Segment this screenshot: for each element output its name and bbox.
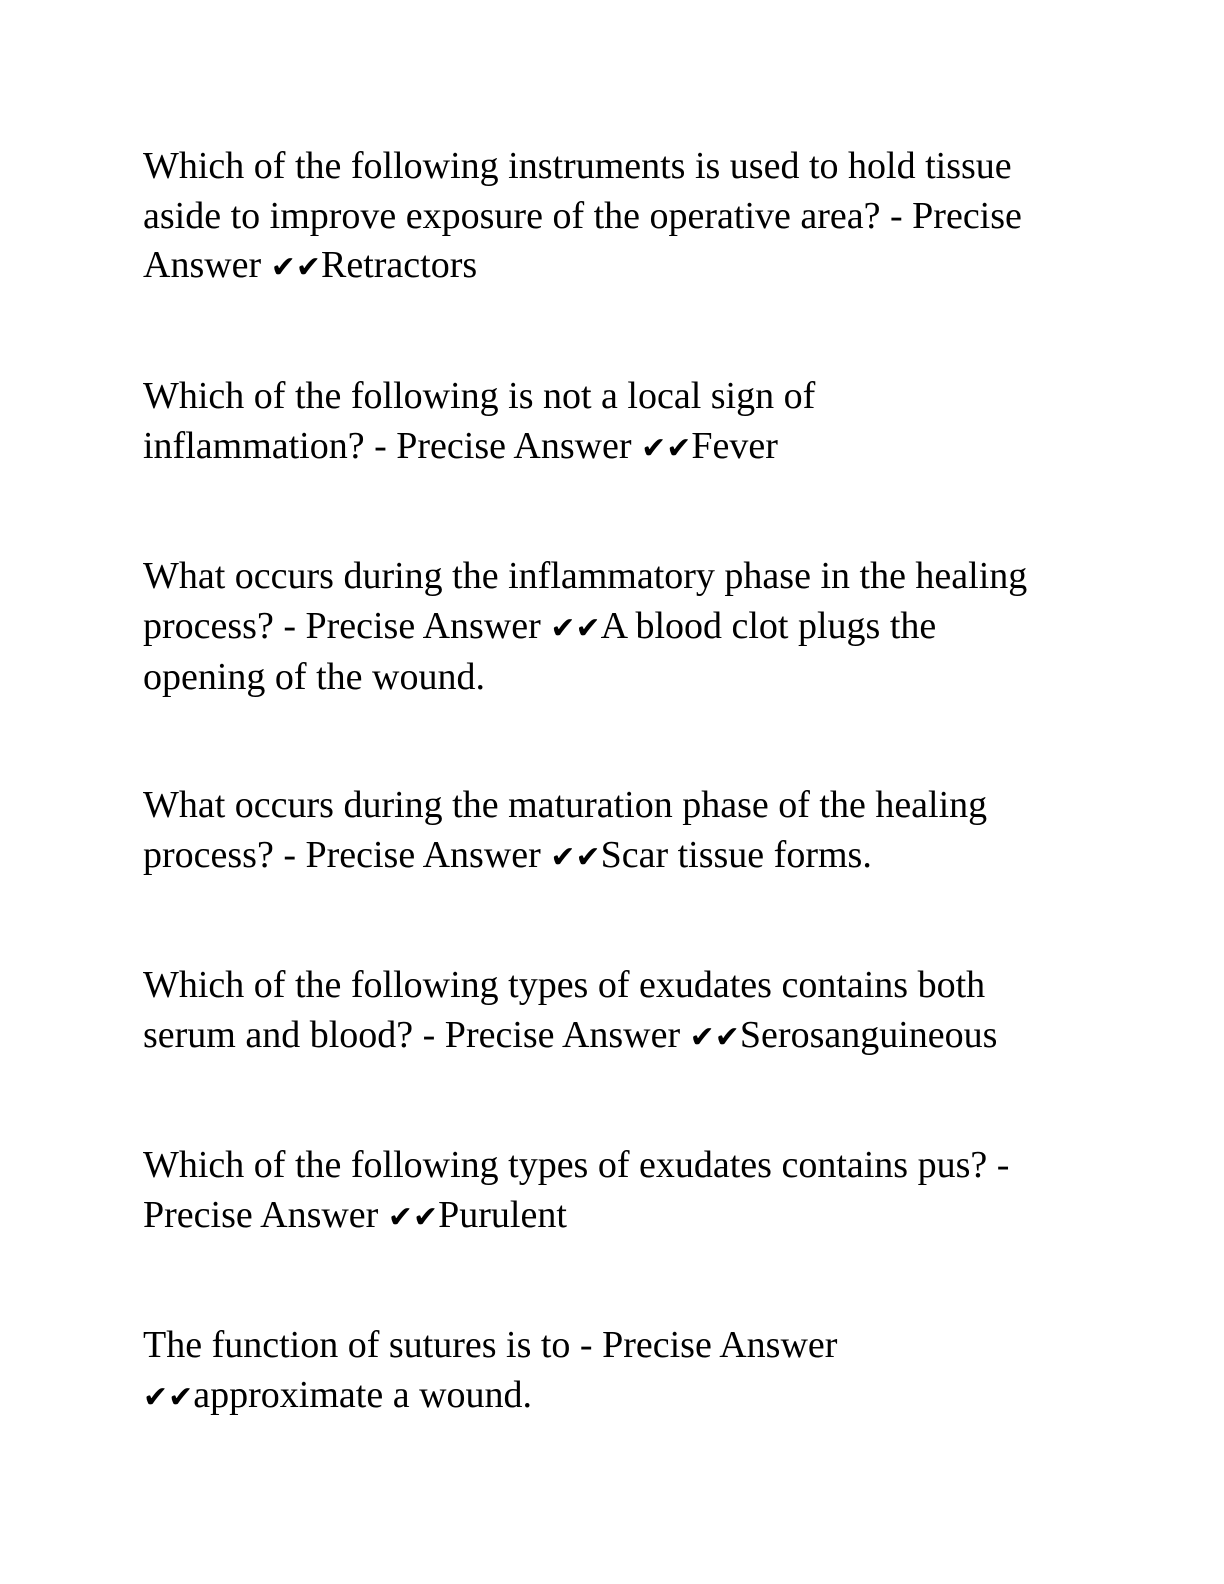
qa-prefix: process? - Precise Answer: [143, 833, 551, 876]
qa-answer: Serosanguineous: [739, 1013, 998, 1056]
double-check-icon: ✔✔: [550, 610, 601, 646]
qa-line: opening of the wound.: [143, 656, 485, 698]
qa-line: Which of the following types of exudates contains pus? -: [143, 1144, 1010, 1186]
qa-answer-line: [143, 1371, 1083, 1423]
qa-prefix: Answer: [143, 244, 271, 286]
double-check-icon: ✔✔: [550, 839, 601, 875]
qa-answer-line: [143, 422, 1083, 474]
qa-prefix: serum and blood? - Precise Answer: [143, 1013, 690, 1056]
qa-line: Which of the following is not a local sign of: [143, 375, 816, 417]
qa-prefix: inflammation? - Precise Answer: [143, 424, 642, 467]
qa-item-5: [143, 961, 1083, 1062]
qa-answer: approximate a wound.: [193, 1373, 533, 1416]
qa-answer-line: [143, 1011, 1083, 1063]
qa-item-6: [143, 1141, 1083, 1242]
qa-answer-line: [143, 602, 1083, 654]
qa-line: What occurs during the maturation phase of the healing: [143, 784, 988, 826]
qa-answer: Scar tissue forms.: [600, 833, 872, 876]
qa-answer-line: [143, 1191, 1083, 1243]
double-check-icon: ✔✔: [143, 1379, 194, 1415]
qa-answer: Fever: [691, 424, 778, 467]
qa-item-3: [143, 552, 1083, 703]
qa-line: The function of sutures is to - Precise Answer: [143, 1324, 838, 1366]
double-check-icon: ✔✔: [270, 250, 321, 285]
double-check-icon: ✔✔: [387, 1199, 439, 1235]
qa-line: Which of the following types of exudates contains both: [143, 964, 986, 1006]
double-check-icon: ✔✔: [641, 430, 692, 466]
double-check-icon: ✔✔: [689, 1019, 740, 1055]
qa-prefix: Precise Answer: [143, 1193, 388, 1236]
qa-line: Which of the following instruments is used to hold tissue: [143, 145, 1012, 187]
qa-item-2: [143, 372, 1083, 473]
qa-answer: A blood clot plugs the: [600, 604, 937, 647]
qa-line: What occurs during the inflammatory phase in the healing: [143, 555, 1028, 597]
qa-answer-line: [143, 831, 1083, 883]
qa-item-4: [143, 781, 1083, 882]
qa-answer-line: [143, 241, 1083, 293]
qa-item-1: [143, 142, 1083, 293]
qa-prefix: process? - Precise Answer: [143, 604, 551, 647]
qa-answer: Purulent: [438, 1193, 567, 1236]
qa-item-7: [143, 1321, 1083, 1422]
qa-line: aside to improve exposure of the operative area? - Precise: [143, 194, 1022, 237]
qa-answer: Retractors: [320, 244, 478, 286]
